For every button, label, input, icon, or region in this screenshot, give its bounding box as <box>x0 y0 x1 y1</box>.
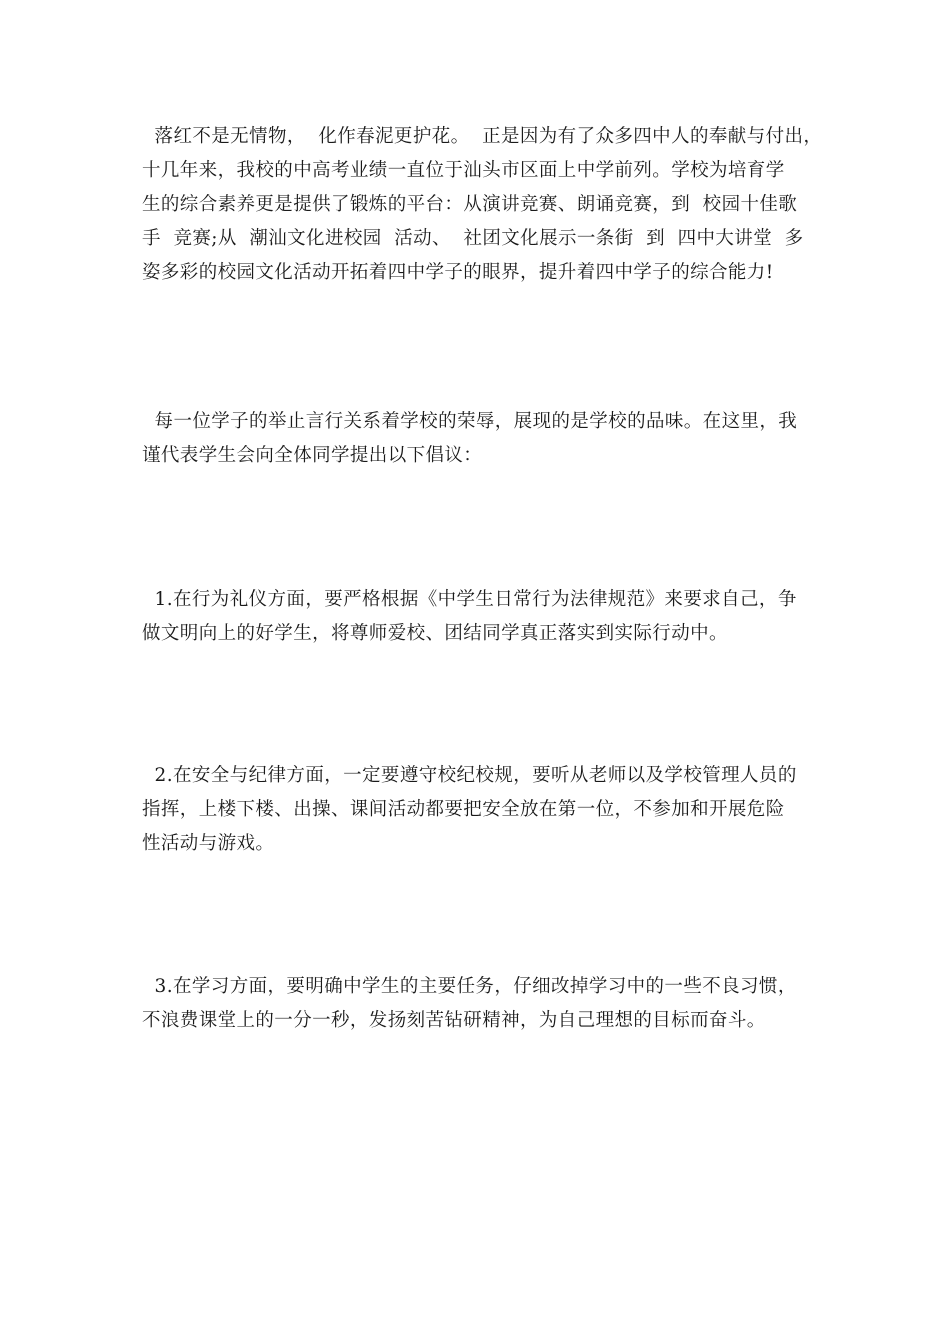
text-line: 不浪费课堂上的一分一秒，发扬刻苦钻研精神，为自己理想的目标而奋斗。 <box>142 1010 766 1031</box>
paragraph-proposal-intro <box>142 405 822 473</box>
text-line: 落红不是无情物， 化作春泥更护花。 正是因为有了众多四中人的奉献与付出， <box>142 126 823 147</box>
text-line: 2.在安全与纪律方面，一定要遵守校纪校规，要听从老师以及学校管理人员的 <box>142 765 797 786</box>
text-line: 手 竞赛;从 潮汕文化进校园 活动、 社团文化展示一条街 到 四中大讲堂 多 <box>142 228 804 249</box>
text-line: 姿多彩的校园文化活动开拓着四中学子的眼界，提升着四中学子的综合能力! <box>142 262 774 283</box>
paragraph-intro <box>142 120 822 290</box>
text-line: 每一位学子的举止言行关系着学校的荣辱，展现的是学校的品味。在这里，我 <box>142 411 798 432</box>
paragraph-item-1 <box>142 583 822 651</box>
text-line: 生的综合素养更是提供了锻炼的平台：从演讲竞赛、朗诵竞赛，到 校园十佳歌 <box>142 194 798 215</box>
text-line: 3.在学习方面，要明确中学生的主要任务，仔细改掉学习中的一些不良习惯， <box>142 976 797 997</box>
paragraph-item-2 <box>142 759 822 861</box>
text-line: 1.在行为礼仪方面，要严格根据《中学生日常行为法律规范》来要求自己，争 <box>142 589 797 610</box>
text-line: 指挥，上楼下楼、出操、课间活动都要把安全放在第一位，不参加和开展危险 <box>142 799 785 820</box>
text-line: 谨代表学生会向全体同学提出以下倡议： <box>142 445 483 466</box>
text-line: 做文明向上的好学生，将尊师爱校、团结同学真正落实到实际行动中。 <box>142 623 728 644</box>
text-line: 十几年来，我校的中高考业绩一直位于汕头市区面上中学前列。学校为培育学 <box>142 160 785 181</box>
paragraph-item-3 <box>142 970 822 1038</box>
text-line: 性活动与游戏。 <box>142 833 275 854</box>
